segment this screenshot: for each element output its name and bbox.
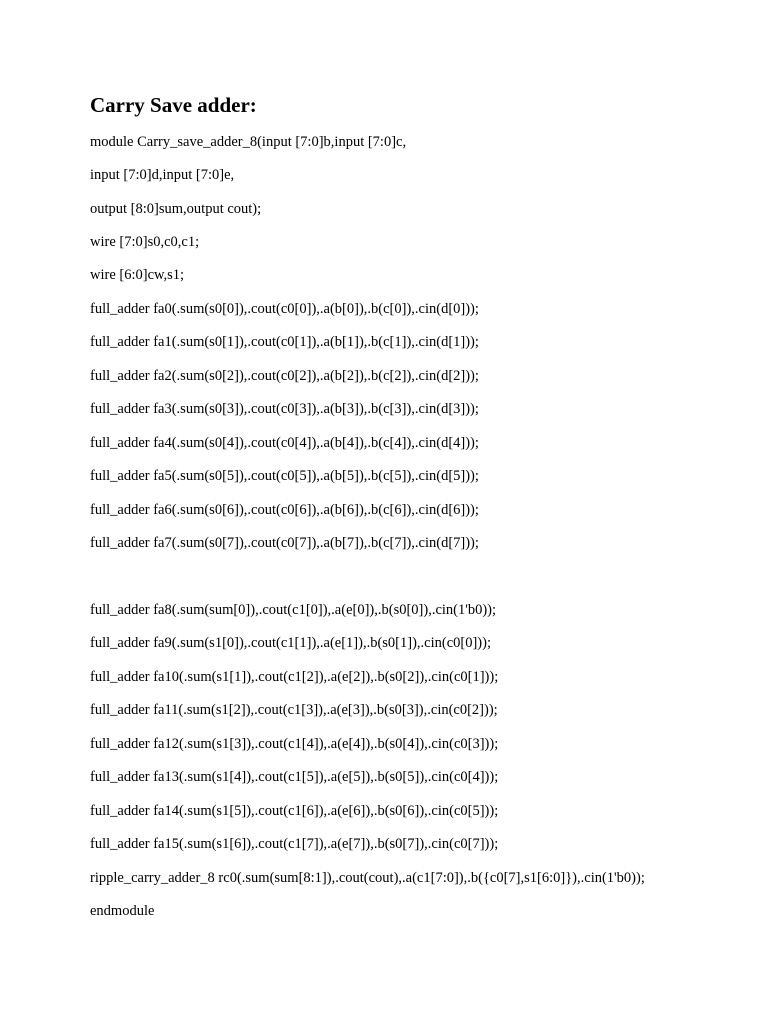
code-line: full_adder fa4(.sum(s0[4]),.cout(c0[4]),.a(b[4]),.b(c[4]),.cin(d[4]));	[90, 435, 479, 451]
code-line: wire [6:0]cw,s1;	[90, 267, 185, 283]
code-line: full_adder fa13(.sum(s1[4]),.cout(c1[5]),.a(e[5]),.b(s0[5]),.cin(c0[4]));	[90, 769, 499, 785]
code-line: full_adder fa15(.sum(s1[6]),.cout(c1[7]),.a(e[7]),.b(s0[7]),.cin(c0[7]));	[90, 836, 499, 852]
code-line: input [7:0]d,input [7:0]e,	[90, 167, 235, 183]
code-line: full_adder fa3(.sum(s0[3]),.cout(c0[3]),.a(b[3]),.b(c[3]),.cin(d[3]));	[90, 401, 479, 417]
code-line: endmodule	[90, 903, 155, 919]
code-line: full_adder fa8(.sum(sum[0]),.cout(c1[0]),.a(e[0]),.b(s0[0]),.cin(1'b0));	[90, 602, 497, 618]
code-line: full_adder fa1(.sum(s0[1]),.cout(c0[1]),.a(b[1]),.b(c[1]),.cin(d[1]));	[90, 334, 479, 350]
code-line: full_adder fa11(.sum(s1[2]),.cout(c1[3]),.a(e[3]),.b(s0[3]),.cin(c0[2]));	[90, 702, 498, 718]
code-line: full_adder fa2(.sum(s0[2]),.cout(c0[2]),.a(b[2]),.b(c[2]),.cin(d[2]));	[90, 368, 479, 384]
code-line: output [8:0]sum,output cout);	[90, 201, 262, 217]
code-line: module Carry_save_adder_8(input [7:0]b,input [7:0]c,	[90, 134, 407, 150]
code-line: full_adder fa14(.sum(s1[5]),.cout(c1[6]),.a(e[6]),.b(s0[6]),.cin(c0[5]));	[90, 803, 499, 819]
document-heading: Carry Save adder:	[90, 93, 257, 117]
code-line: full_adder fa7(.sum(s0[7]),.cout(c0[7]),.a(b[7]),.b(c[7]),.cin(d[7]));	[90, 535, 479, 551]
code-line: wire [7:0]s0,c0,c1;	[90, 234, 200, 250]
code-line: full_adder fa10(.sum(s1[1]),.cout(c1[2]),.a(e[2]),.b(s0[2]),.cin(c0[1]));	[90, 669, 499, 685]
code-line: full_adder fa5(.sum(s0[5]),.cout(c0[5]),.a(b[5]),.b(c[5]),.cin(d[5]));	[90, 468, 479, 484]
code-line: full_adder fa9(.sum(s1[0]),.cout(c1[1]),.a(e[1]),.b(s0[1]),.cin(c0[0]));	[90, 635, 491, 651]
code-line: full_adder fa6(.sum(s0[6]),.cout(c0[6]),.a(b[6]),.b(c[6]),.cin(d[6]));	[90, 502, 479, 518]
code-line: ripple_carry_adder_8 rc0(.sum(sum[8:1]),.cout(cout),.a(c1[7:0]),.b({c0[7],s1[6:0]}),.cin(1'b0));	[90, 870, 645, 886]
code-line: full_adder fa0(.sum(s0[0]),.cout(c0[0]),.a(b[0]),.b(c[0]),.cin(d[0]));	[90, 301, 479, 317]
code-line: full_adder fa12(.sum(s1[3]),.cout(c1[4]),.a(e[4]),.b(s0[4]),.cin(c0[3]));	[90, 736, 499, 752]
